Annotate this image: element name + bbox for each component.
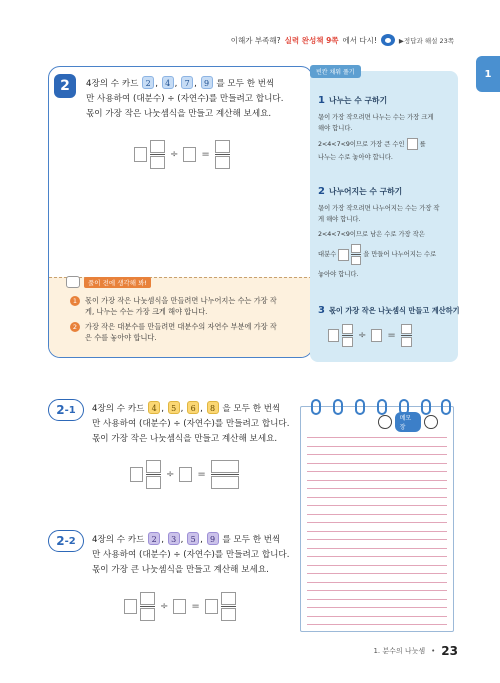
- divide-sign: ÷: [166, 469, 175, 480]
- result-numerator-box[interactable]: [211, 460, 239, 473]
- step-body: 2<4<7<9이므로 남은 수로 가장 작은: [318, 231, 425, 238]
- result-whole-box[interactable]: [205, 599, 218, 614]
- hint-number: 1: [70, 296, 80, 306]
- problem-2-text: 4장의 수 카드 2 , 4 , 7 , 9 를 모두 한 번씩 만 사용하여 (대분수) ÷ (자연수)를 만들려고 합니다. 몫이 가장 작은 나눗셈식을 만들고 계산해 보세요.: [86, 76, 283, 122]
- chapter-name: 1. 분수의 나눗셈: [373, 647, 426, 655]
- result-denominator-box[interactable]: [221, 608, 236, 621]
- guide-step-1: [318, 95, 452, 163]
- ruled-line: [307, 582, 447, 583]
- ruled-line: [307, 616, 447, 617]
- ruled-line: [307, 480, 447, 481]
- hint-text: 가장 작은 대분수를 만들려면 대분수의 자연수 부분에 가장 작 은 수를 놓아야 합니다.: [85, 322, 277, 342]
- whole-number-box[interactable]: [328, 329, 339, 342]
- step-body: 2<4<7<9이므로 가장 큰 수인: [318, 141, 405, 148]
- header-tail: 에서 다시!: [342, 35, 377, 45]
- denominator-box[interactable]: [150, 156, 165, 169]
- divide-sign: ÷: [160, 601, 169, 612]
- divisor-box[interactable]: [183, 147, 196, 162]
- ruled-line: [307, 471, 447, 472]
- divisor-box[interactable]: [179, 467, 192, 482]
- step-body: 을 만들어 나누어지는 수로: [363, 251, 437, 258]
- problem-number-badge: 2: [54, 74, 76, 98]
- header-lead: 이해가 부족해?: [230, 35, 281, 45]
- ruled-line: [307, 531, 447, 532]
- equals-sign: =: [191, 601, 200, 612]
- page-number: 23: [441, 644, 458, 658]
- whole-number-box[interactable]: [130, 467, 143, 482]
- spiral-ring-icon: [377, 399, 387, 415]
- whole-number-box[interactable]: [134, 147, 147, 162]
- page-footer: [373, 644, 458, 658]
- number-card: 5: [187, 532, 199, 545]
- number-card: 5: [168, 401, 180, 414]
- ruled-line: [307, 556, 447, 557]
- spiral-ring-icon: [333, 399, 343, 415]
- number-card: 9: [201, 76, 213, 89]
- number-card: 7: [181, 76, 193, 89]
- denominator-box[interactable]: [146, 476, 161, 489]
- problem-2-1-text: 4장의 수 카드 4 , 5 , 6 , 8 을 모두 한 번씩 만 사용하여 (대분수) ÷ (자연수)를 만들려고 합니다. 몫이 가장 작은 나눗셈식을 만들고 계산해 보세요.: [92, 401, 289, 447]
- result-denominator-box[interactable]: [401, 337, 412, 347]
- numerator-box[interactable]: [351, 244, 361, 253]
- numerator-box[interactable]: [146, 460, 161, 473]
- ruled-line: [307, 446, 447, 447]
- equals-sign: =: [197, 469, 206, 480]
- step-body: 대분수: [318, 251, 337, 258]
- number-card: 6: [187, 401, 199, 414]
- denominator-box[interactable]: [140, 608, 155, 621]
- footer-bullet: •: [431, 647, 436, 655]
- header-hint: [231, 34, 454, 46]
- answer-box[interactable]: [338, 249, 349, 261]
- ruled-line: [307, 590, 447, 591]
- guide-step-3: [318, 305, 460, 347]
- hint-item: [70, 321, 306, 343]
- problem-2-line1-post: 를 모두 한 번씩: [216, 79, 275, 89]
- ruled-line: [307, 463, 447, 464]
- ruled-line: [307, 437, 447, 438]
- problem-2-line1-pre: 4장의 수 카드: [86, 79, 139, 89]
- number-card: 2: [142, 76, 154, 89]
- hint-number: 2: [70, 322, 80, 332]
- ruled-line: [307, 514, 447, 515]
- ruled-line: [307, 548, 447, 549]
- divide-sign: ÷: [358, 330, 367, 341]
- problem-2-2-text: 4장의 수 카드 2 , 3 , 5 , 9 를 모두 한 번씩 만 사용하여 (대분수) ÷ (자연수)를 만들려고 합니다. 몫이 가장 큰 나눗셈식을 만들고 계산해 보세요.: [92, 532, 289, 578]
- hint-list: [70, 295, 306, 343]
- problem-2-1-badge: 2 -1: [48, 399, 84, 421]
- step-number: 2: [318, 186, 325, 197]
- fraction-boxes: [150, 140, 165, 169]
- problem-2-2-badge: 2 -2: [48, 530, 84, 552]
- problem-2-1-expression: [130, 460, 239, 489]
- fraction-boxes: [351, 244, 361, 265]
- result-numerator-box[interactable]: [221, 592, 236, 605]
- step-body: 놓아야 합니다.: [318, 271, 359, 278]
- step-body: 를: [419, 141, 426, 148]
- memo-badge: [378, 414, 438, 430]
- guide-step-2: [318, 186, 456, 280]
- step-title: 나누는 수 구하기: [328, 96, 388, 105]
- denominator-box[interactable]: [342, 337, 353, 347]
- ruled-line: [307, 599, 447, 600]
- spiral-ring-icon: [441, 399, 451, 415]
- answer-box[interactable]: [407, 138, 418, 150]
- chapter-tab[interactable]: 1: [476, 56, 500, 92]
- number-card: 9: [207, 532, 219, 545]
- ruled-line: [307, 539, 447, 540]
- character-icon: [424, 415, 438, 429]
- result-denominator-box[interactable]: [211, 476, 239, 489]
- ruled-line: [307, 505, 447, 506]
- step-title: 몫이 가장 작은 나눗셈식 만들고 계산하기: [328, 306, 460, 315]
- ruled-line: [307, 522, 447, 523]
- divisor-box[interactable]: [173, 599, 186, 614]
- ruled-line: [307, 488, 447, 489]
- problem-2-line3: 몫이 가장 작은 나눗셈식을 만들고 계산해 보세요.: [86, 109, 272, 119]
- denominator-box[interactable]: [351, 256, 361, 265]
- step-body: 몫이 가장 작으려면 나누어지는 수는 가장 작 게 해야 합니다.: [318, 205, 440, 223]
- hint-item: [70, 295, 306, 317]
- result-denominator-box[interactable]: [215, 156, 230, 169]
- spiral-ring-icon: [355, 399, 365, 415]
- step-number: 3: [318, 305, 325, 316]
- character-icon: [378, 415, 392, 429]
- answer-reference: ▶정답과 해설 23쪽: [398, 36, 454, 45]
- result-numerator-box[interactable]: [215, 140, 230, 153]
- answer-expression: [134, 140, 230, 169]
- divisor-box[interactable]: [371, 329, 382, 342]
- result-fraction: [215, 140, 230, 169]
- spiral-ring-icon: [421, 399, 431, 415]
- numerator-box[interactable]: [150, 140, 165, 153]
- number-card: 3: [168, 532, 180, 545]
- step-number: 1: [318, 95, 325, 106]
- numerator-box[interactable]: [140, 592, 155, 605]
- spiral-ring-icon: [311, 399, 321, 415]
- thinking-mascot-icon: [66, 276, 80, 288]
- result-numerator-box[interactable]: [401, 324, 412, 334]
- ruled-line: [307, 607, 447, 608]
- ruled-line: [307, 497, 447, 498]
- ruled-line: [307, 573, 447, 574]
- step-body: 몫이 가장 작으려면 나누는 수는 가장 크게 해야 합니다.: [318, 114, 434, 132]
- problem-2-line2: 만 사용하여 (대분수) ÷ (자연수)를 만들려고 합니다.: [86, 94, 284, 104]
- equals-sign: =: [201, 149, 210, 160]
- hint-header: [66, 276, 151, 288]
- ruled-line: [307, 565, 447, 566]
- step-title: 나누어지는 수 구하기: [328, 187, 403, 196]
- equals-sign: =: [387, 330, 396, 341]
- number-card: 4: [162, 76, 174, 89]
- ruled-line: [307, 454, 447, 455]
- problem-2-2-expression: [124, 592, 236, 621]
- guide-tag: 빈칸 채워 풀기: [310, 65, 361, 78]
- memo-label: 메모장: [395, 412, 422, 432]
- hint-label: 풀이 전에 생각해 봐!: [84, 277, 151, 288]
- numerator-box[interactable]: [342, 324, 353, 334]
- step-3-expression: [328, 324, 456, 347]
- memo-notepad[interactable]: [300, 406, 454, 632]
- number-card: 8: [207, 401, 219, 414]
- step-body: 나누는 수로 놓아야 합니다.: [318, 154, 393, 161]
- number-card: 4: [148, 401, 160, 414]
- ruled-line: [307, 624, 447, 625]
- header-accent: 실력 완성책 9쪽: [284, 35, 339, 45]
- divide-sign: ÷: [170, 149, 179, 160]
- mascot-icon: [381, 34, 395, 46]
- whole-number-box[interactable]: [124, 599, 137, 614]
- number-card: 2: [148, 532, 160, 545]
- hint-text: 몫이 가장 작은 나눗셈식을 만들려면 나누어지는 수는 가장 작 게, 나누는 수는 가장 크게 해야 합니다.: [85, 296, 277, 316]
